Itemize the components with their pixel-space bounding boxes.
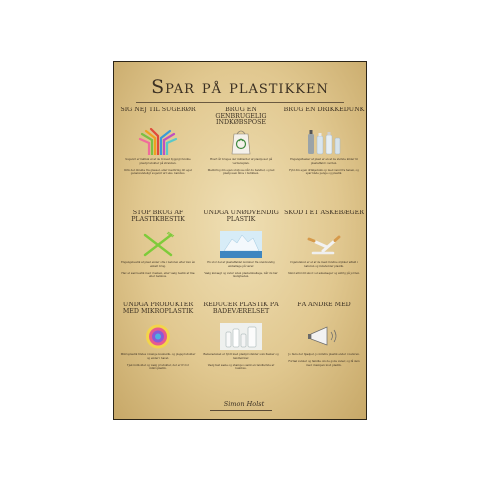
tip-body: Jo flere der hjælper, jo mindre plastik ender i naturen. Fortæl venner og familie om de gode vaner, og få dem med i kampen mod plastik.	[288, 353, 360, 367]
tip-body: Engangsflasker af plast er en af de største kilder til plastaffald i verden. Fyld din egen drikkedunk op med vand fra hanen, og spar både penge og plastik.	[289, 158, 359, 175]
tip-body: Cigaretskod er et af de mest fundne stykker affald i naturen og indeholder plastik. Smid altid dit skod i et askebæger og aldrig på jorden.	[288, 261, 360, 275]
iceberg-icon	[220, 231, 262, 258]
tip-body: Hvert år bruges der milliarder af plastposer på verdensplan. Medbring din egen stofpose når du handler, og lad plastposen blive i butikken.	[207, 158, 275, 175]
tip-heading: BRUG EN GENBRUGELIG INDKØBSPOSE	[215, 107, 267, 127]
tip-heading: UNDGÅ UNØDVENDIG PLASTIK	[203, 210, 279, 223]
signature: Simon Holst	[223, 400, 265, 408]
tip-body: Engangsbestik af plast ender ofte i naturen efter kun én enkelt brug. Hav et sæt bestik med i tasken, eller vælg bestik af træ eller bambus.	[120, 261, 196, 278]
tip-cell-bottle	[283, 107, 365, 207]
tip-body: En stor del af plastaffaldet kommer fra unødvendig emballage på varer. Vælg løsvægt og varer uden plastemballage, når du har muligheden.	[204, 261, 278, 278]
cutlery-icon	[137, 231, 179, 258]
tip-cell-bathroom	[200, 302, 282, 402]
tip-cell-straws	[117, 107, 199, 207]
candy-icon	[137, 323, 179, 350]
straws-icon	[137, 128, 179, 155]
tip-cell-cutlery	[117, 210, 199, 310]
signature-underline	[210, 410, 272, 411]
tip-heading: BRUG EN DRIKKEDUNK	[283, 107, 365, 113]
tip-heading: FÅ ANDRE MED	[297, 302, 351, 308]
poster	[113, 61, 367, 420]
tip-heading: UNDGÅ PRODUKTER MED MIKROPLASTIK	[122, 302, 194, 315]
tip-cell-bag	[200, 107, 282, 207]
bathroom-icon	[220, 323, 262, 350]
tip-heading: SKOD I ET ASKEBÆGER	[284, 210, 364, 216]
tip-cell-others	[283, 302, 365, 402]
recycle-bag-icon	[220, 128, 262, 155]
title-divider	[136, 102, 344, 103]
tip-body: Mikroplastik findes i mange kosmetik- og plejeprodukter og ender i havet. Tjek indholdet og vælg produkter, der er fri for mikroplastik.	[120, 353, 196, 370]
tip-body: Badeværelset er fyldt med plastprodukter som flasker og tandbørster. Vælg fast sæbe og shampoo samt en tandbørste af bambus.	[203, 353, 279, 370]
bottles-icon	[303, 128, 345, 155]
tip-cell-plastic	[200, 210, 282, 310]
tip-heading: STOP BRUG AF PLASTIKBESTIK	[131, 210, 185, 223]
tip-heading: REDUCÉR PLASTIK PÅ BADEVÆRELSET	[203, 302, 279, 315]
tip-cell-cigarette	[283, 210, 365, 310]
tip-cell-microplastic	[117, 302, 199, 402]
cigarette-icon	[303, 231, 345, 258]
tip-body: Sugerør er faktisk et af de ti mest hyppigt fundne plastprodukter på stranden. Drik det direkte fra glasset, eller medbring dit eget genanvendeligt sugerør af f.eks. bambus.	[124, 158, 192, 175]
tip-heading: SIG NEJ TIL SUGERØR	[120, 107, 196, 113]
poster-title: Spar på plastikken	[151, 76, 329, 98]
megaphone-icon	[303, 323, 345, 350]
